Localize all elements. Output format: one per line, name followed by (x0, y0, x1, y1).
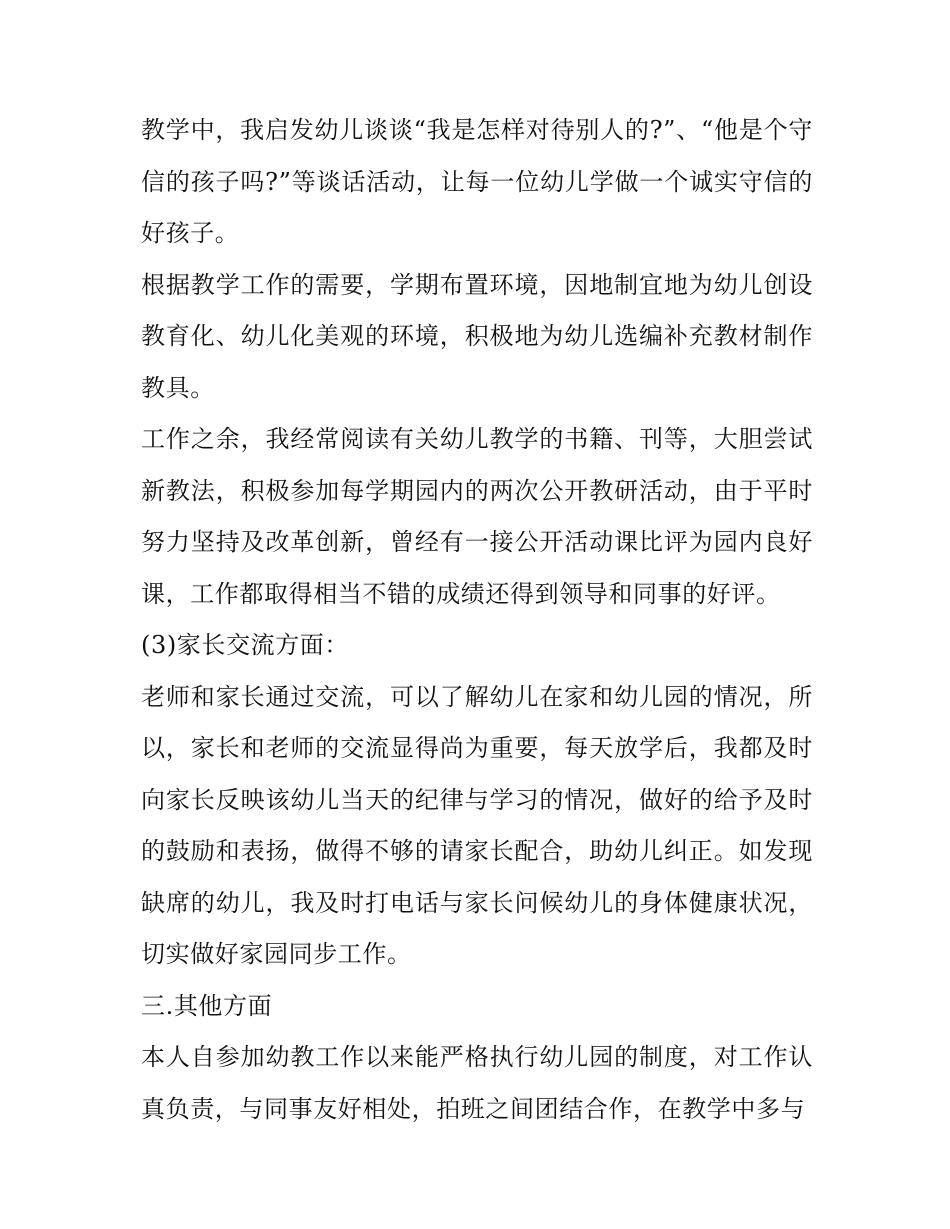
paragraph-parent-communication: 老师和家长通过交流，可以了解幼儿在家和幼儿园的情况，所以，家长和老师的交流显得尚为重要，每天放学后，我都及时向家长反映该幼儿当天的纪律与学习的情况，做好的给予及时的鼓励和表扬，做得不够的请家长配合，助幼儿纠正。如发现缺席的幼儿，我及时打电话与家长问候幼儿的身体健康状况，切实做好家园同步工作。 (141, 682, 813, 968)
document-body (141, 105, 813, 1135)
paragraph-other-aspects: 本人自参加幼教工作以来能严格执行幼儿园的制度，对工作认真负责，与同事友好相处，拍班之间团结合作，在教学中多与 (141, 1043, 813, 1123)
paragraph-environment: 根据教学工作的需要，学期布置环境，因地制宜地为幼儿创设教育化、幼儿化美观的环境，积极地为幼儿选编补充教材制作教具。 (141, 270, 813, 402)
heading-parent-communication: (3)家长交流方面： (141, 631, 349, 659)
heading-other-aspects: 三.其他方面 (141, 991, 273, 1020)
paragraph-teaching-activities: 教学中，我启发幼儿谈谈“我是怎样对待别人的?”、“他是个守信的孩子吗?”等谈话活动，让每一位幼儿学做一个诚实守信的好孩子。 (141, 116, 813, 247)
paragraph-self-study: 工作之余，我经常阅读有关幼儿教学的书籍、刊等，大胆尝试新教法，积极参加每学期园内的两次公开教研活动，由于平时努力坚持及改革创新，曾经有一接公开活动课比评为园内良好课，工作都取得相当不错的成绩还得到领导和同事的好评。 (141, 425, 813, 608)
